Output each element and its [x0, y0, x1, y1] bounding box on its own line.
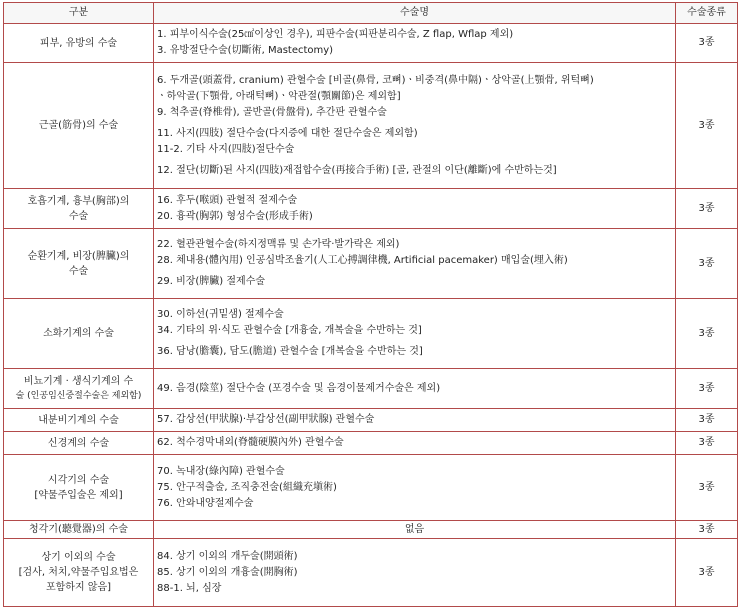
operation-item: 30. 이하선(귀밑샘) 절제수술 [157, 309, 284, 320]
table-row [4, 63, 738, 189]
operation-item: 85. 상기 이외의 개흉술(開胸術) [157, 566, 298, 578]
operation-item: 84. 상기 이외의 개두술(開頭術) [157, 550, 298, 562]
operation-cell [154, 432, 676, 455]
kind-cell: 3종 [676, 455, 738, 521]
header-kind: 수술종류 [676, 3, 738, 24]
operation-item: ㆍ하악골(下顎骨, 아래턱뼈)ㆍ악관절(顎關節)은 제외함] [157, 90, 401, 102]
operation-item: 29. 비장(脾臟) 절제수술 [157, 276, 266, 287]
operation-item: 34. 기타의 위·식도 관혈수술 [개흉술, 개복술을 수반하는 것] [157, 325, 422, 336]
operation-item: 1. 피부이식수술(25㎠이상인 경우), 피판수술(피판분리수술, Z flap, Wflap 제외) [157, 29, 514, 40]
category-line: 신경계의 수술 [47, 437, 110, 449]
category-cell [4, 369, 154, 409]
operation-item: 36. 담낭(膽囊), 담도(膽道) 관혈수술 [개복술을 수반하는 것] [157, 346, 423, 357]
category-cell [4, 299, 154, 369]
operation-item: 28. 체내용(體內用) 인공심박조율기(人工心搏調律機, Artificial pacemaker) 매입술(埋入術) [157, 255, 568, 266]
category-line: 내분비기계의 수술 [38, 414, 119, 426]
kind-cell: 3종 [676, 409, 738, 432]
operation-item: 9. 척추골(脊椎骨), 골반골(骨盤骨), 추간판 관혈수술 [157, 106, 387, 118]
category-line: 호흡기계, 흉부(胸部)의 [27, 195, 130, 207]
kind-cell: 3종 [676, 432, 738, 455]
category-line: 순환기계, 비장(脾臟)의 [27, 250, 130, 262]
operation-cell [154, 409, 676, 432]
kind-cell: 3종 [676, 369, 738, 409]
operation-item: 11. 사지(四肢) 절단수술(다지증에 대한 절단수술은 제외함) [157, 127, 418, 139]
category-line: [검사, 처치,약물주입요법은 [18, 567, 139, 578]
category-cell [4, 409, 154, 432]
operation-item: 3. 유방절단수술(切斷術, Mastectomy) [157, 45, 334, 56]
category-line: 수술 [68, 265, 89, 277]
category-line: 술 (인공임신중절수술은 제외함) [15, 390, 142, 401]
category-line: 근골(筋骨)의 수술 [38, 120, 119, 131]
table-row [4, 432, 738, 455]
operation-item: 62. 척수경막내외(脊髓硬膜內外) 관혈수술 [157, 437, 344, 448]
category-line: 시각기의 수술 [47, 474, 110, 486]
category-line: 청각기(聽覺器)의 수술 [29, 524, 128, 535]
kind-cell: 3종 [676, 229, 738, 299]
category-cell [4, 229, 154, 299]
table-row [4, 409, 738, 432]
category-line: 포함하지 않음] [45, 582, 112, 593]
table-header-row [4, 3, 738, 24]
category-line: 피부, 유방의 수술 [39, 37, 118, 49]
surgery-table [3, 2, 738, 607]
table-row [4, 24, 738, 63]
operation-item: 16. 후두(喉頭) 관혈적 절제수술 [157, 194, 298, 206]
category-cell [4, 455, 154, 521]
operation-cell [154, 369, 676, 409]
table-row [4, 369, 738, 409]
kind-cell: 3종 [676, 189, 738, 229]
operation-item: 70. 녹내장(綠內障) 관혈수술 [157, 465, 285, 477]
operation-cell [154, 189, 676, 229]
category-line: 소화기계의 수술 [43, 328, 114, 339]
table-row [4, 299, 738, 369]
category-cell [4, 24, 154, 63]
operation-item: 22. 혈관관혈수술(하지정맥류 및 손가락·발가락은 제외) [157, 239, 400, 250]
table-row [4, 521, 738, 539]
header-category: 구분 [4, 3, 154, 24]
operation-item: 57. 갑상선(甲狀腺)·부갑상선(副甲狀腺) 관혈수술 [157, 414, 375, 425]
table-row [4, 189, 738, 229]
operation-item: 12. 절단(切斷)된 사지(四肢)재접합수술(再接合手術) [골, 관절의 이단(離斷)에 수반하는것] [157, 164, 557, 176]
operation-item: 11-2. 기타 사지(四肢)절단수술 [157, 143, 295, 155]
category-line: [약물주입술은 제외] [34, 489, 123, 501]
kind-cell: 3종 [676, 299, 738, 369]
table-row [4, 455, 738, 521]
operation-cell [154, 455, 676, 521]
operation-item: 20. 흉곽(胸郭) 형성수술(形成手術) [157, 210, 313, 222]
operation-cell [154, 63, 676, 189]
table-row [4, 539, 738, 607]
operation-cell [154, 24, 676, 63]
operation-item: 88-1. 뇌, 심장 [157, 582, 222, 594]
category-line: 수술 [68, 210, 89, 222]
operation-item: 6. 두개골(頭蓋骨, cranium) 관혈수술 [비골(鼻骨, 코뼈)ㆍ비중격(鼻中隔)ㆍ상악골(上顎骨, 위턱뼈) [157, 74, 594, 86]
kind-cell: 3종 [676, 24, 738, 63]
kind-cell: 3종 [676, 539, 738, 607]
table-row [4, 229, 738, 299]
kind-cell: 3종 [676, 63, 738, 189]
operation-item: 49. 음경(陰莖) 절단수술 (포경수술 및 음경이물제거수술은 제외) [157, 382, 441, 394]
header-operation: 수술명 [154, 3, 676, 24]
operation-item: 75. 안구적출술, 조직충전술(組織充塡術) [157, 481, 337, 493]
category-cell [4, 63, 154, 189]
table-body [4, 24, 738, 607]
category-cell [4, 189, 154, 229]
kind-cell: 3종 [676, 521, 738, 539]
operation-none: 없음 [154, 521, 676, 539]
category-cell [4, 521, 154, 539]
category-line: 상기 이외의 수술 [41, 552, 116, 563]
category-cell [4, 432, 154, 455]
operation-cell [154, 539, 676, 607]
operation-cell [154, 229, 676, 299]
category-cell [4, 539, 154, 607]
operation-item: 76. 안와내양절제수술 [157, 497, 254, 509]
category-line: 비뇨기계 · 생식기계의 수 [23, 375, 134, 387]
operation-cell [154, 299, 676, 369]
